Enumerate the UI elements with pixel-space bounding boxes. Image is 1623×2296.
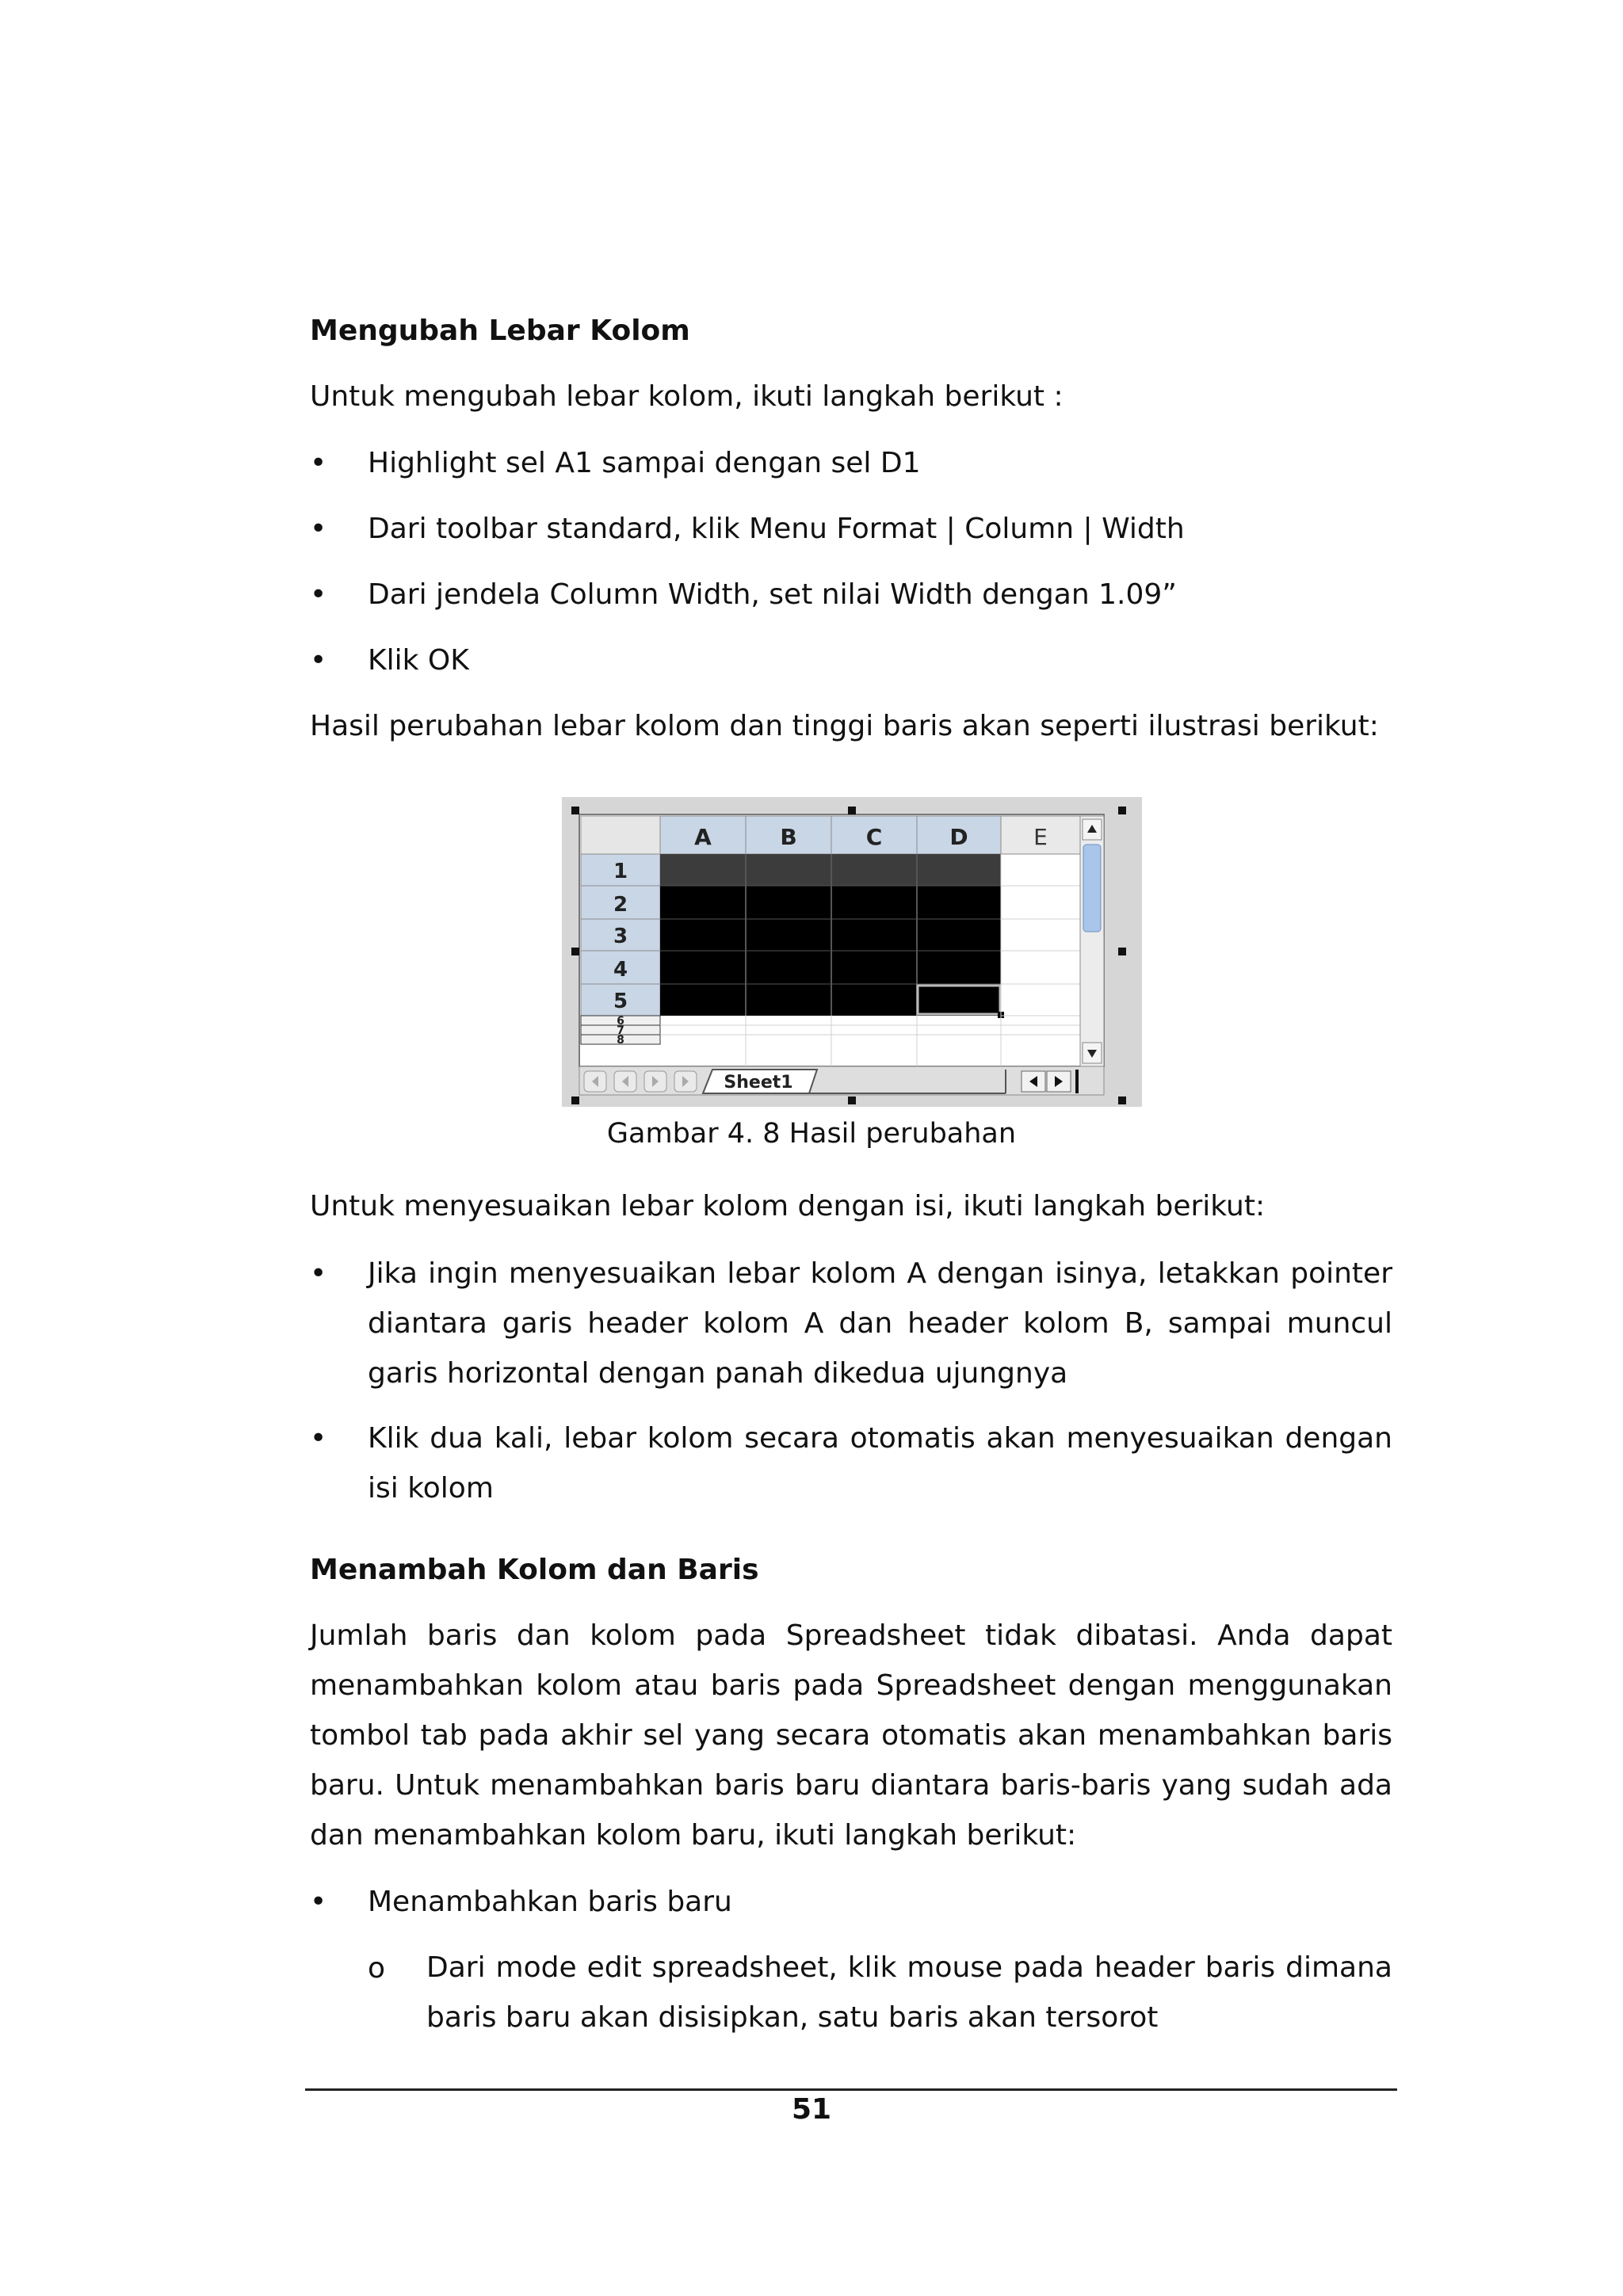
bullet-item: Klik OK — [368, 644, 469, 677]
sub-bullet-item: Dari mode edit spreadsheet, klik mouse pada header baris dimana baris baru akan disisipkan, satu baris akan tersorot — [426, 1951, 1392, 2034]
column-header-e[interactable]: E — [1033, 824, 1048, 850]
bullet-marker: • — [310, 644, 327, 677]
column-header-b[interactable]: B — [780, 824, 797, 850]
intro-text-2: Untuk menyesuaikan lebar kolom dengan isi, ikuti langkah berikut: — [310, 1190, 1266, 1222]
row-header-8[interactable]: 8 — [617, 1034, 624, 1047]
row-header-7[interactable]: 7 — [617, 1024, 624, 1037]
bullet-item: Klik dua kali, lebar kolom secara otomatis akan menyesuaikan dengan isi kolom — [368, 1422, 1392, 1505]
footer-rule — [305, 2088, 1397, 2091]
body-paragraph: Jumlah baris dan kolom pada Spreadsheet tidak dibatasi. Anda dapat menambahkan kolom atau baris pada Spreadsheet dengan menggunakan tombol tab pada akhir sel yang secara otomatis akan menambahkan baris baru. Untuk menambahkan baris baru diantara baris-baris yang sudah ada dan menambahkan kolom baru, ikuti langkah berikut: — [310, 1619, 1392, 1852]
page-number: 51 — [791, 2093, 832, 2126]
row-header-5[interactable]: 5 — [613, 990, 628, 1013]
sheet-tab-label[interactable]: Sheet1 — [724, 1073, 793, 1093]
bullet-item: Menambahkan baris baru — [368, 1886, 732, 1918]
spreadsheet-figure — [562, 797, 1142, 1107]
vertical-scrollbar[interactable] — [1080, 816, 1104, 1066]
row-header-4[interactable]: 4 — [613, 958, 628, 982]
figure-caption: Gambar 4. 8 Hasil perubahan — [606, 1118, 1017, 1150]
bullet-marker: • — [310, 1257, 327, 1290]
row-header-3[interactable]: 3 — [613, 925, 628, 948]
result-text: Hasil perubahan lebar kolom dan tinggi baris akan seperti ilustrasi berikut: — [310, 710, 1379, 742]
selected-range — [660, 854, 1004, 1018]
section-heading-column-width: Mengubah Lebar Kolom — [310, 315, 690, 347]
bullet-item: Dari toolbar standard, klik Menu Format | Column | Width — [368, 513, 1185, 545]
column-header-a[interactable]: A — [694, 824, 712, 850]
bullet-marker: • — [310, 1422, 327, 1455]
row-header-1[interactable]: 1 — [613, 860, 628, 883]
intro-text: Untuk mengubah lebar kolom, ikuti langkah berikut : — [310, 380, 1064, 413]
sub-bullet-marker: o — [368, 1952, 386, 1985]
section-heading-add-rows: Menambah Kolom dan Baris — [310, 1554, 759, 1586]
column-header-c[interactable]: C — [865, 824, 883, 850]
bullet-marker: • — [310, 578, 327, 611]
column-header-d[interactable]: D — [949, 824, 968, 850]
row-header-2[interactable]: 2 — [613, 893, 628, 917]
bullet-item: Jika ingin menyesuaikan lebar kolom A dengan isinya, letakkan pointer diantara garis header kolom A dan header kolom B, sampai muncul garis horizontal dengan panah dikedua ujungnya — [368, 1257, 1392, 1390]
bullet-marker: • — [310, 447, 327, 479]
bullet-marker: • — [310, 1886, 327, 1918]
bullet-item: Highlight sel A1 sampai dengan sel D1 — [368, 447, 921, 479]
bullet-marker: • — [310, 513, 327, 545]
horizontal-scroll-buttons[interactable] — [1022, 1070, 1077, 1093]
bullet-item: Dari jendela Column Width, set nilai Width dengan 1.09” — [368, 578, 1177, 611]
row-header-6[interactable]: 6 — [617, 1015, 624, 1028]
